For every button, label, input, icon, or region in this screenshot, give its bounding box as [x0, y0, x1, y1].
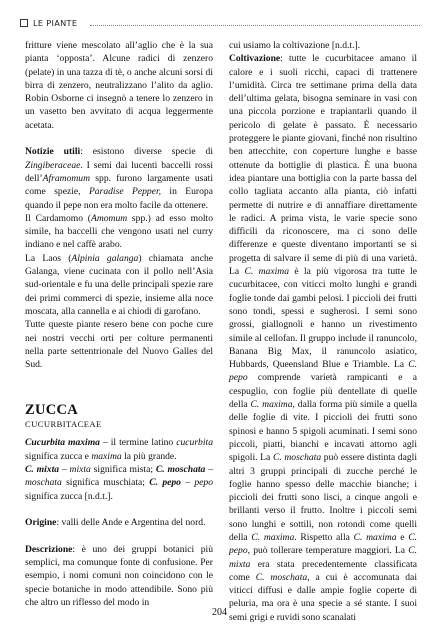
paragraph-cucurbita-species: C. mixta – mixta significa mista; C. moschata – moschata significa muschiata; C. pepo – pepo significa zucca [n.d.t.]. [25, 464, 213, 502]
paragraph-cucurbita-maxima: Cucurbita maxima – il termine latino cucurbita significa zucca e maxima la più grande. [25, 437, 213, 462]
header-dotted-rule [90, 25, 420, 26]
page-number: 204 [212, 607, 227, 618]
left-column [25, 39, 213, 609]
running-header [20, 18, 420, 32]
paragraph: cui usiamo la coltivazione [n.d.t.]. [229, 40, 361, 51]
paragraph-cultivation: Coltivazione: tutte le cucurbitacee amano il calore e i suoli ricchi, capaci di trattenere l’umidità. Circa tre settimane prima della data dell’ultima gelata, bisogna seminare in vasi con una piccola porzione e trapiantarli quando il pericolo di gelate è passato. È necessario proteggere le piante giovani, finché non risultino ben attecchite, con coperture lunghe e basse ottenute da bottiglie di plastica. È una buona idea piantare una bottiglia con la parte bassa del collo tagliata accanto alla pianta, ciò infatti permette di nutrire e di annaffiare direttamente le radici. A prima vista, le varie specie sono difficili da riconoscere, ma ci sono delle differenze e queste diventano importanti se si progetta di salvare il seme di più di una varietà. La C. maxima è la più vigorosa tra tutte le cucurbitacee, con viticci molto lunghi e grandi foglie tonde dai gambi pelosi. I piccioli dei frutti sono tondi, spessi e sugherosi. I semi sono grossi, giallognoli e hanno un rivestimento simile al cellofan. Il gruppo include il ranuncolo, Banana Big Max, il ranuncolo asiatico, Hubbards, Queensland Blue e Triamble. La C. pepo comprende varietà rampicanti e a cespuglio, con foglie più dentellate di quelle della C. maxima, dalla forma più simile a quella delle foglie di vite. I piccioli dei frutti sono spinosi e hanno 5 spigoli acuminati. I semi sono piccoli, piatti, bianchi e incavati attorno agli spigoli. La C. moschata può essere distinta dagli altri 3 gruppi principali di zucche perché le foglie hanno spesso delle macchie bianche; i piccioli dei frutti sono lisci, a cinque angoli e brillanti verso il frutto. Inoltre i piccoli semi sono lunghi e sottili, non rotondi come quelli della C. maxima. Rispetto alla C. maxima e C. pepo, può tollerare temperature maggiori. La C. mixta era stata precedentemente classificata come C. moschata, a cui è accomunata dai viticci diffusi e dalle ampie foglie coperte di peluria, ma ora è una specie a sé stante. I suoi semi grigi e ruvidi sono scanalati [229, 53, 417, 623]
section-title: ZUCCA [25, 402, 79, 419]
paragraph: Tutte queste piante resero bene con poche cure nei nostri vecchi orti per colture permanenti nella parte settentrionale del Nuovo Galles del Sud. [25, 319, 213, 371]
right-column [229, 39, 417, 624]
checkbox-square-icon [20, 19, 28, 27]
paragraph-laos: La Laos (Alpinia galanga) chiamata anche Galanga, viene cucinata con il pollo nell’Asia sud-orientale e fu una delle principali spezie rare dei primi commerci di spezie, insieme alla noce moscata, alla cannella e ai chiodi di garofano. [25, 252, 214, 317]
paragraph-description: Descrizione: è uno dei gruppi botanici più semplici, ma comunque fonte di confusione. Per esempio, i nomi comuni non coincidono con le specie botaniche in modo attendibile. Sono più che altro un riflesso del modo in [25, 543, 213, 608]
paragraph: fritture viene mescolato all’aglio che è la sua pianta ‘opposta’. Alcune radici di zenzero (pelate) in una tazza di tè, o anche alcuni sorsi di birra di zenzero, neutralizzano l’alito da aglio. Robin Osborne ci insegnò a tenere lo zenzero in un vasetto ben avvitato di acqua leggermente acetata. [25, 40, 213, 131]
paragraph-useful-notes: Notizie utili: esistono diverse specie di Zingiberaceae. I semi dai lucenti baccelli rossi dell’Aframomum spp. furono largamente usati come spezie, Paradise Pepper, in Europa quando il pepe non era molto facile da ottenere. [25, 146, 213, 211]
paragraph-cardamom: Il Cardamomo (Amomum spp.) ad esso molto simile, ha baccelli che vengono usati nel curry indiano e nel caffè arabo. [25, 212, 214, 251]
chapter-title: LE PIANTE [33, 18, 78, 28]
section-subtitle: CUCURBITACEAE [25, 419, 102, 430]
paragraph-origin: Origine: valli delle Ande e Argentina del nord. [25, 517, 206, 529]
